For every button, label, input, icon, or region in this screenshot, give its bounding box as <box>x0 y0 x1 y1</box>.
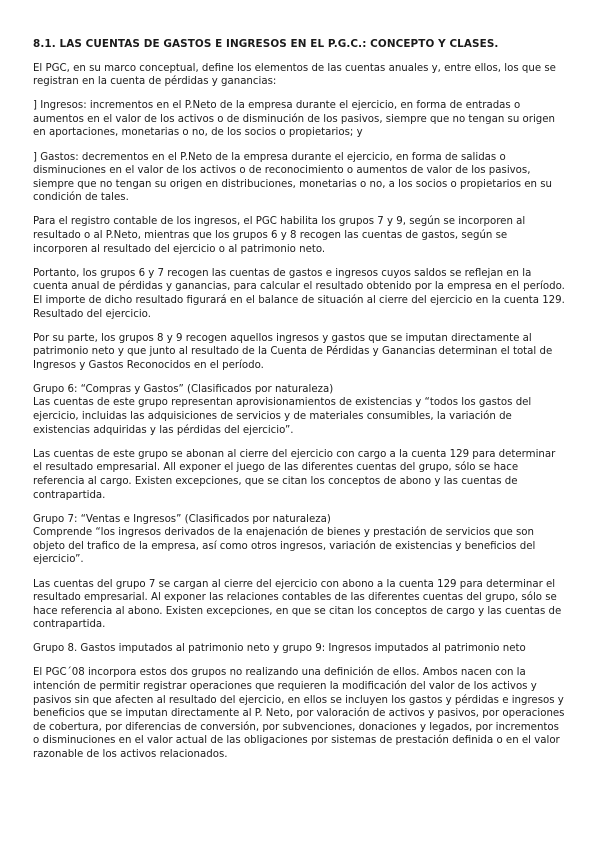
grupos-6-7-paragraph: Portanto, los grupos 6 y 7 recogen las cuentas de gastos e ingresos cuyos saldos se reflejan en la cuenta anual de pérdidas y ganancias, para calcular el resultado obtenido por la empresa en el período. El importe de dicho resultado figurará en el balance de situación al cierre del ejercicio en la cuenta 129. Resultado del ejercicio. <box>33 267 565 320</box>
group7-heading: Grupo 7: “Ventas e Ingresos” (Clasificados por naturaleza) <box>33 513 331 525</box>
group7-note: Las cuentas del grupo 7 se cargan al cierre del ejercicio con abono a la cuenta 129 para determinar el resultado empresarial. Al exponer las relaciones contables de las diferentes cuentas del grupo, sólo se hace referencia al abono. Existen excepciones, en que se citan los conceptos de cargo y las cuentas de contrapartida. <box>33 578 562 631</box>
group8-9-heading: Grupo 8. Gastos imputados al patrimonio neto y grupo 9: Ingresos imputados al patrimonio neto <box>33 643 526 655</box>
group6-block <box>33 383 565 437</box>
group7-block <box>33 513 565 567</box>
closing-paragraph: El PGC´08 incorpora estos dos grupos no realizando una definición de ellos. Ambos nacen con la intención de permitir registrar operaciones que requieren la modificación del valor de los activos y pasivos sin que afecten al resultado del ejercicio, en ellos se incluyen los gastos y pérdidas e ingresos y beneficios que se imputan directamente al P. Neto, por valoración de activos y pasivos, por operaciones de cobertura, por diferencias de conversión, por subvenciones, donaciones y legados, por incrementos o disminuciones en el valor actual de las obligaciones por sistemas de prestación definida o en el valor razonable de los activos relacionados. <box>33 667 565 761</box>
group6-text: Las cuentas de este grupo representan aprovisionamientos de existencias y “todos los gastos del ejercicio, incluidas las adquisiciones de servicios y de materiales consumibles, la variación de existencias adquiridas y las pérdidas del ejercicio”. <box>33 397 532 436</box>
group7-text: Comprende “los ingresos derivados de la enajenación de bienes y prestación de servicios que son objeto del trafico de la empresa, así como otros ingresos, variación de existencias y beneficios del ejercicio”. <box>33 527 536 566</box>
intro-paragraph: El PGC, en su marco conceptual, define los elementos de las cuentas anuales y, entre ellos, los que se registran en la cuenta de pérdidas y ganancias: <box>33 62 556 88</box>
document-page <box>33 38 565 772</box>
grupos-8-9-paragraph: Por su parte, los grupos 8 y 9 recogen aquellos ingresos y gastos que se imputan directamente al patrimonio neto y que junto al resultado de la Cuenta de Pérdidas y Ganancias determinan el total de Ingresos y Gastos Reconocidos en el período. <box>33 332 553 371</box>
section-title: 8.1. LAS CUENTAS DE GASTOS E INGRESOS EN EL P.G.C.: CONCEPTO Y CLASES. <box>33 38 499 50</box>
group6-note: Las cuentas de este grupo se abonan al cierre del ejercicio con cargo a la cuenta 129 para determinar el resultado empresarial. All exponer el juego de las diferentes cuentas del grupo, sólo se hace referencia al cargo. Existen excepciones, que se citan los conceptos de abono y las cuentas de contrapartida. <box>33 448 556 501</box>
group6-heading: Grupo 6: “Compras y Gastos” (Clasificados por naturaleza) <box>33 383 334 395</box>
registro-paragraph: Para el registro contable de los ingresos, el PGC habilita los grupos 7 y 9, según se incorporen al resultado o al P.Neto, mientras que los grupos 6 y 8 recogen las cuentas de gastos, según se incorporen al resultado del ejercicio o al patrimonio neto. <box>33 216 526 255</box>
gastos-definition: ] Gastos: decrementos en el P.Neto de la empresa durante el ejercicio, en forma de salidas o disminuciones en el valor de los activos o de reconocimiento o aumentos de valor de los pasivos, siempre que no tengan su origen en distribuciones, monetarias o no, a los socios o propietarios en su condición de tales. <box>33 151 552 204</box>
ingresos-definition: ] Ingresos: incrementos en el P.Neto de la empresa durante el ejercicio, en forma de entradas o aumentos en el valor de los activos o de disminución de los pasivos, siempre que no tengan su origen en aportaciones, monetarias o no, de los socios o propietarios; y <box>33 100 555 139</box>
